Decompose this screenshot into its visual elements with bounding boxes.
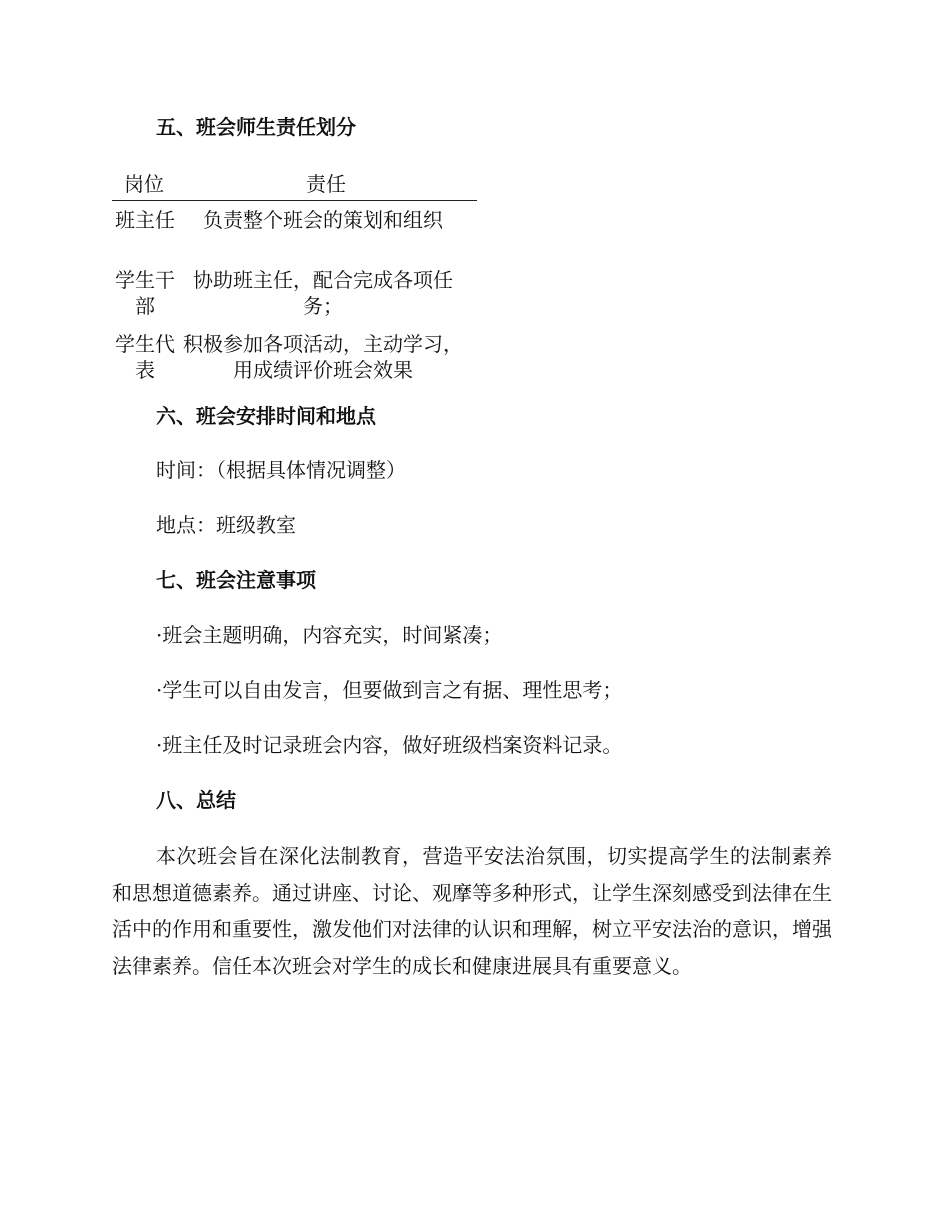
- section5-heading: 五、班会师生责任划分: [156, 115, 356, 139]
- row-post: 学生代表: [115, 332, 175, 382]
- table-header: [112, 168, 477, 201]
- section8-heading: 八、总结: [156, 788, 236, 812]
- section7-heading: 七、班会注意事项: [156, 568, 316, 592]
- list-item: ·班主任及时记录班会内容，做好班级档案资料记录。: [156, 733, 623, 757]
- table-row: [112, 331, 477, 391]
- header-post: 岗位: [124, 172, 164, 196]
- row-duty: 积极参加各项活动，主动学习，用成绩评价班会效果: [183, 332, 463, 382]
- row-post: 学生干部: [115, 268, 175, 318]
- table-row: [112, 207, 477, 267]
- place-line: 地点：班级教室: [156, 513, 296, 537]
- row-duty: 协助班主任，配合完成各项任务；: [193, 268, 453, 318]
- row-duty: 负责整个班会的策划和组织: [203, 208, 443, 232]
- row-post: 班主任: [115, 208, 175, 232]
- time-line: 时间：（根据具体情况调整）: [156, 458, 406, 482]
- section6-heading: 六、班会安排时间和地点: [156, 404, 376, 428]
- duty-table: [112, 168, 477, 391]
- summary-paragraph: 本次班会旨在深化法制教育，营造平安法治氛围，切实提高学生的法制素养和思想道德素养。通过讲座、讨论、观摩等多种形式，让学生深刻感受到法律在生活中的作用和重要性，激发他们对法律的认识和理解，树立平安法治的意识，增强法律素养。信任本次班会对学生的成长和健康进展具有重要意义。: [112, 844, 832, 978]
- table-row: [112, 267, 477, 331]
- list-item: ·班会主题明确，内容充实，时间紧凑；: [156, 623, 503, 647]
- list-item: ·学生可以自由发言，但要做到言之有据、理性思考；: [156, 678, 623, 702]
- header-duty: 责任: [306, 172, 346, 196]
